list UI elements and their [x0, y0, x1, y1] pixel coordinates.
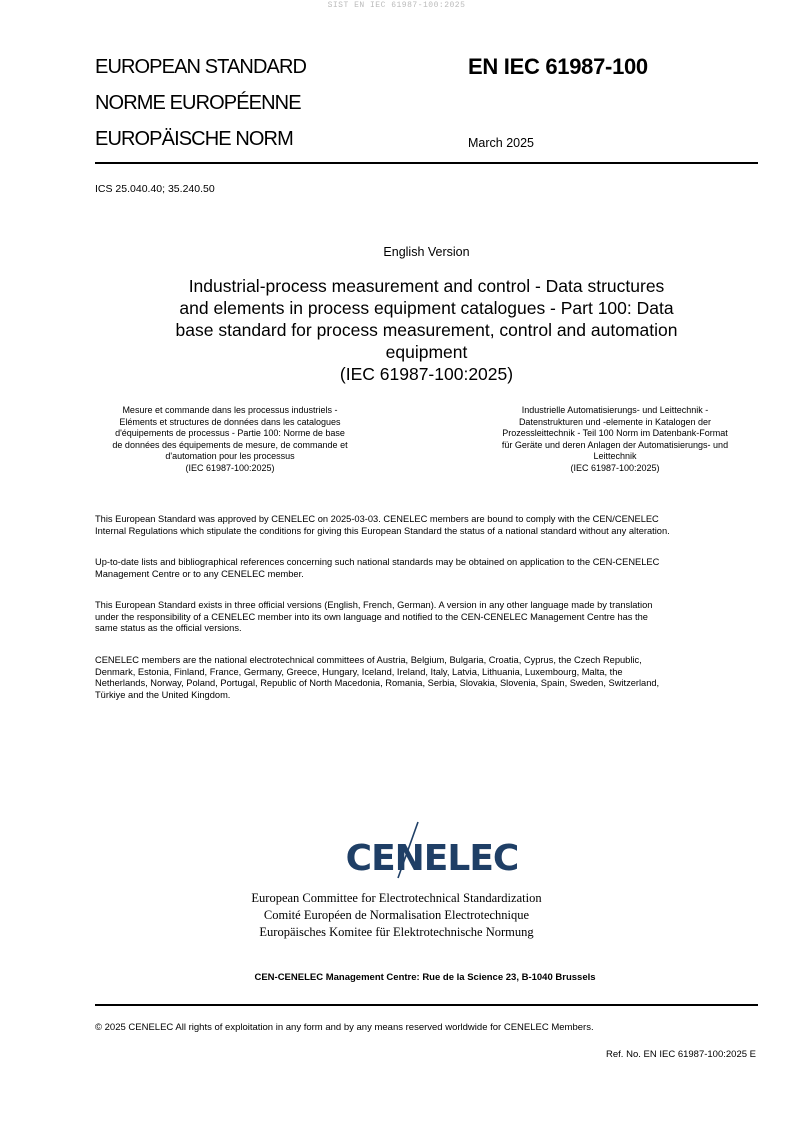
header-divider — [95, 162, 758, 164]
version-label: English Version — [383, 245, 470, 259]
subtitle-line: d'équipements de processus - Partie 100: Norme de base — [115, 428, 345, 438]
subtitle-line: für Geräte und deren Anlagen der Automatisierungs- und — [501, 439, 729, 450]
publication-date: March 2025 — [468, 136, 535, 150]
subtitle-line: de données des équipements de mesure, de commande et — [112, 439, 348, 450]
ics-codes: ICS 25.040.40; 35.240.50 — [95, 183, 215, 195]
approval-paragraph — [95, 514, 760, 537]
title-line: and elements in process equipment catalogues - Part 100: Data — [179, 298, 674, 318]
committee-name-de: Europäisches Komitee für Elektrotechnische Normung — [259, 925, 534, 939]
subtitle-french — [90, 405, 370, 474]
standard-name-en: EUROPEAN STANDARD — [95, 56, 307, 78]
members-paragraph — [95, 655, 760, 701]
committee-name-en: European Committee for Electrotechnical Standardization — [251, 891, 542, 905]
subtitle-line: Mesure et commande dans les processus industriels - — [122, 405, 338, 415]
versions-paragraph — [95, 600, 760, 635]
subtitle-line: (IEC 61987-100:2025) — [570, 462, 660, 473]
paragraph-line: Türkiye and the United Kingdom. — [95, 689, 231, 700]
paragraph-line: This European Standard was approved by CENELEC on 2025-03-03. CENELEC members are bound to comply with the CEN/CENELEC — [95, 514, 659, 524]
title-line: base standard for process measurement, control and automation — [175, 320, 678, 340]
management-centre-address: CEN-CENELEC Management Centre: Rue de la Science 23, B-1040 Brussels — [254, 972, 596, 983]
subtitle-line: Eléments et structures de données dans les catalogues — [119, 416, 341, 427]
subtitle-line: d'automation pour les processus — [165, 451, 295, 461]
standard-name-fr: NORME EUROPÉENNE — [95, 92, 301, 114]
cenelec-logo-graphic — [0, 820, 793, 880]
standard-name-de: EUROPÄISCHE NORM — [95, 128, 293, 150]
lists-paragraph — [95, 557, 760, 580]
paragraph-line: CENELEC members are the national electrotechnical committees of Austria, Belgium, Bulgaria, Croatia, Cyprus, the Czech Republic, — [95, 655, 642, 665]
committee-name-fr: Comité Européen de Normalisation Electrotechnique — [263, 908, 530, 922]
cenelec-logo — [0, 820, 793, 880]
title-line: (IEC 61987-100:2025) — [339, 364, 514, 384]
paragraph-line: Denmark, Estonia, Finland, France, Germany, Greece, Hungary, Iceland, Ireland, Italy, Latvia, Lithuania, Luxembourg, Malta, the — [95, 666, 623, 677]
document-title — [120, 275, 733, 385]
subtitle-line: Industrielle Automatisierungs- und Leittechnik - — [521, 405, 709, 415]
paragraph-line: under the responsibility of a CENELEC member into its own language and notified to the CEN-CENELEC Management Centre has the — [95, 611, 648, 622]
paragraph-line: Internal Regulations which stipulate the conditions for giving this European Standard the status of a national standard without any alteration. — [95, 525, 670, 536]
paragraph-line: Management Centre or to any CENELEC member. — [95, 568, 304, 579]
footer-divider — [95, 1004, 758, 1006]
title-line: Industrial-process measurement and control - Data structures — [188, 276, 665, 296]
paragraph-line: Netherlands, Norway, Poland, Portugal, Republic of North Macedonia, Romania, Serbia, Slovakia, Slovenia, Spain, Sweden, Switzerland, — [95, 678, 660, 688]
logo-wordmark: CENELEC — [345, 838, 519, 879]
reference-number: Ref. No. EN IEC 61987-100:2025 E — [606, 1049, 756, 1060]
committee-names — [0, 890, 793, 941]
subtitle-german — [475, 405, 755, 474]
copyright-notice: © 2025 CENELEC All rights of exploitation in any form and by any means reserved worldwide for CENELEC Members. — [95, 1022, 594, 1033]
subtitle-line: Datenstrukturen und -elemente in Katalogen der — [518, 416, 712, 427]
paragraph-line: same status as the official versions. — [95, 623, 242, 633]
subtitle-line: Prozessleittechnik - Teil 100 Norm im Datenbank-Format — [502, 428, 728, 438]
subtitle-line: Leittechnik — [593, 451, 637, 461]
paragraph-line: Up-to-date lists and bibliographical references concerning such national standards may be obtained on application to the CEN-CENELEC — [95, 557, 660, 567]
watermark: SIST EN IEC 61987-100:2025 — [327, 1, 466, 10]
subtitle-line: (IEC 61987-100:2025) — [185, 462, 275, 473]
standard-number: EN IEC 61987-100 — [468, 54, 648, 79]
paragraph-line: This European Standard exists in three official versions (English, French, German). A version in any other language made by translation — [95, 600, 653, 610]
title-line: equipment — [385, 342, 468, 362]
